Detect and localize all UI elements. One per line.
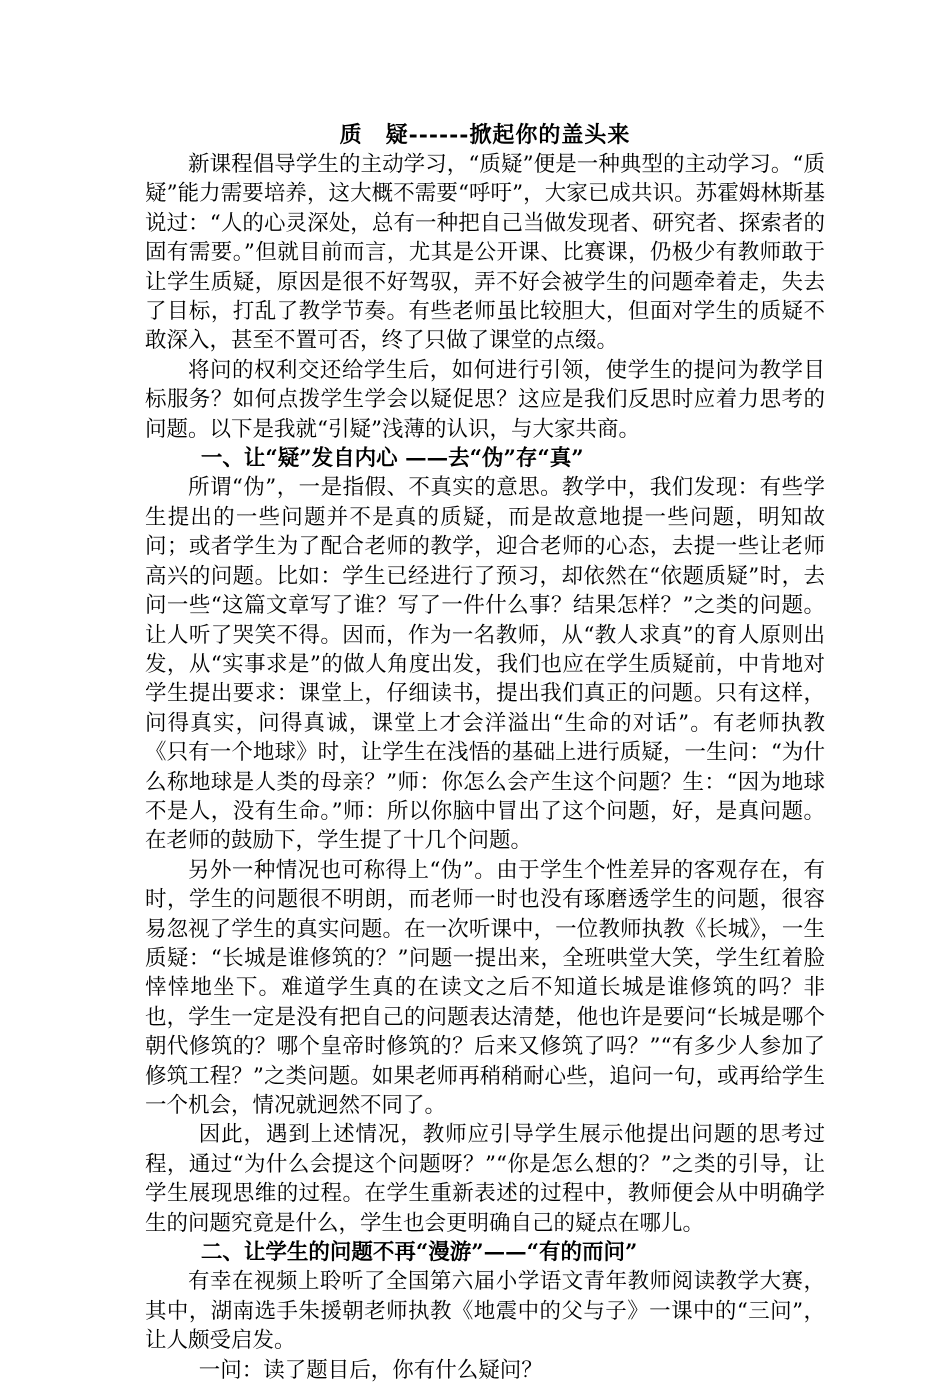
section1-paragraph-3: 因此，遇到上述情况，教师应引导学生展示他提出问题的思考过程，通过“为什么会提这个问题呀？”“你是怎么想的？”之类的引导，让学生展现思维的过程。在学生重新表述的过程中，教师便会从中明确学生的问题究竟是什么，学生也会更明确自己的疑点在哪儿。: [145, 1122, 825, 1236]
section2-paragraph-2: 一问：读了题目后，你有什么疑问？: [198, 1357, 543, 1383]
section-heading-2: 二、让学生的问题不再“漫游”——“有的而问”: [200, 1240, 638, 1266]
section-heading-1: 一、让“疑”发自内心 ——去“伪”存“真”: [200, 446, 584, 472]
intro-paragraph-1: 新课程倡导学生的主动学习，“质疑”便是一种典型的主动学习。“质疑”能力需要培养，这大概不需要“呼吁”，大家已成共识。苏霍姆林斯基说过：“人的心灵深处，总有一种把自己当做发现者、研究者、探索者的固有需要。”但就目前而言，尤其是公开课、比赛课，仍极少有教师敢于让学生质疑，原因是很不好驾驭，弄不好会被学生的问题牵着走，失去了目标，打乱了教学节奏。有些老师虽比较胆大，但面对学生的质疑不敢深入，甚至不置可否，终了只做了课堂的点缀。: [145, 152, 825, 354]
document-page: [145, 120, 825, 1385]
section2-paragraph-1: 有幸在视频上聆听了全国第六届小学语文青年教师阅读教学大赛，其中，湖南选手朱援朝老师执教《地震中的父与子》一课中的“三问”，让人颇受启发。: [145, 1269, 825, 1354]
document-title: 质 疑------掀起你的盖头来: [339, 122, 631, 148]
section1-paragraph-1: 所谓“伪”，一是指假、不真实的意思。教学中，我们发现：有些学生提出的一些问题并不是真的质疑，而是故意地提一些问题，明知故问；或者学生为了配合老师的教学，迎合老师的心态，去提一些让老师高兴的问题。比如：学生已经进行了预习，却依然在“依题质疑”时，去问一些“这篇文章写了谁？写了一件什么事？结果怎样？”之类的问题。让人听了哭笑不得。因而，作为一名教师，从“教人求真”的育人原则出发，从“实事求是”的做人角度出发，我们也应在学生质疑前，中肯地对学生提出要求：课堂上，仔细读书，提出我们真正的问题。只有这样，问得真实，问得真诚，课堂上才会洋溢出“生命的对话”。有老师执教《只有一个地球》时，让学生在浅悟的基础上进行质疑，一生问：“为什么称地球是人类的母亲？”师：你怎么会产生这个问题？生：“因为地球不是人，没有生命。”师：所以你脑中冒出了这个问题，好，是真问题。在老师的鼓励下，学生提了十几个问题。: [145, 475, 825, 854]
section1-paragraph-2: 另外一种情况也可称得上“伪”。由于学生个性差异的客观存在，有时，学生的问题很不明朗，而老师一时也没有琢磨透学生的问题，很容易忽视了学生的真实问题。在一次听课中，一位教师执教《长城》，一生质疑：“长城是谁修筑的？”问题一提出来，全班哄堂大笑，学生红着脸悻悻地坐下。难道学生真的在读文之后不知道长城是谁修筑的吗？非也，学生一定是没有把自己的问题表达清楚，他也许是要问“长城是哪个朝代修筑的？哪个皇帝时修筑的？后来又修筑了吗？”“有多少人参加了修筑工程？”之类问题。如果老师再稍稍耐心些，追问一句，或再给学生一个机会，情况就迥然不同了。: [145, 857, 825, 1118]
intro-paragraph-2: 将问的权利交还给学生后，如何进行引领，使学生的提问为教学目标服务？如何点拨学生学会以疑促思？这应是我们反思时应着力思考的问题。以下是我就“引疑”浅薄的认识，与大家共商。: [145, 357, 825, 442]
